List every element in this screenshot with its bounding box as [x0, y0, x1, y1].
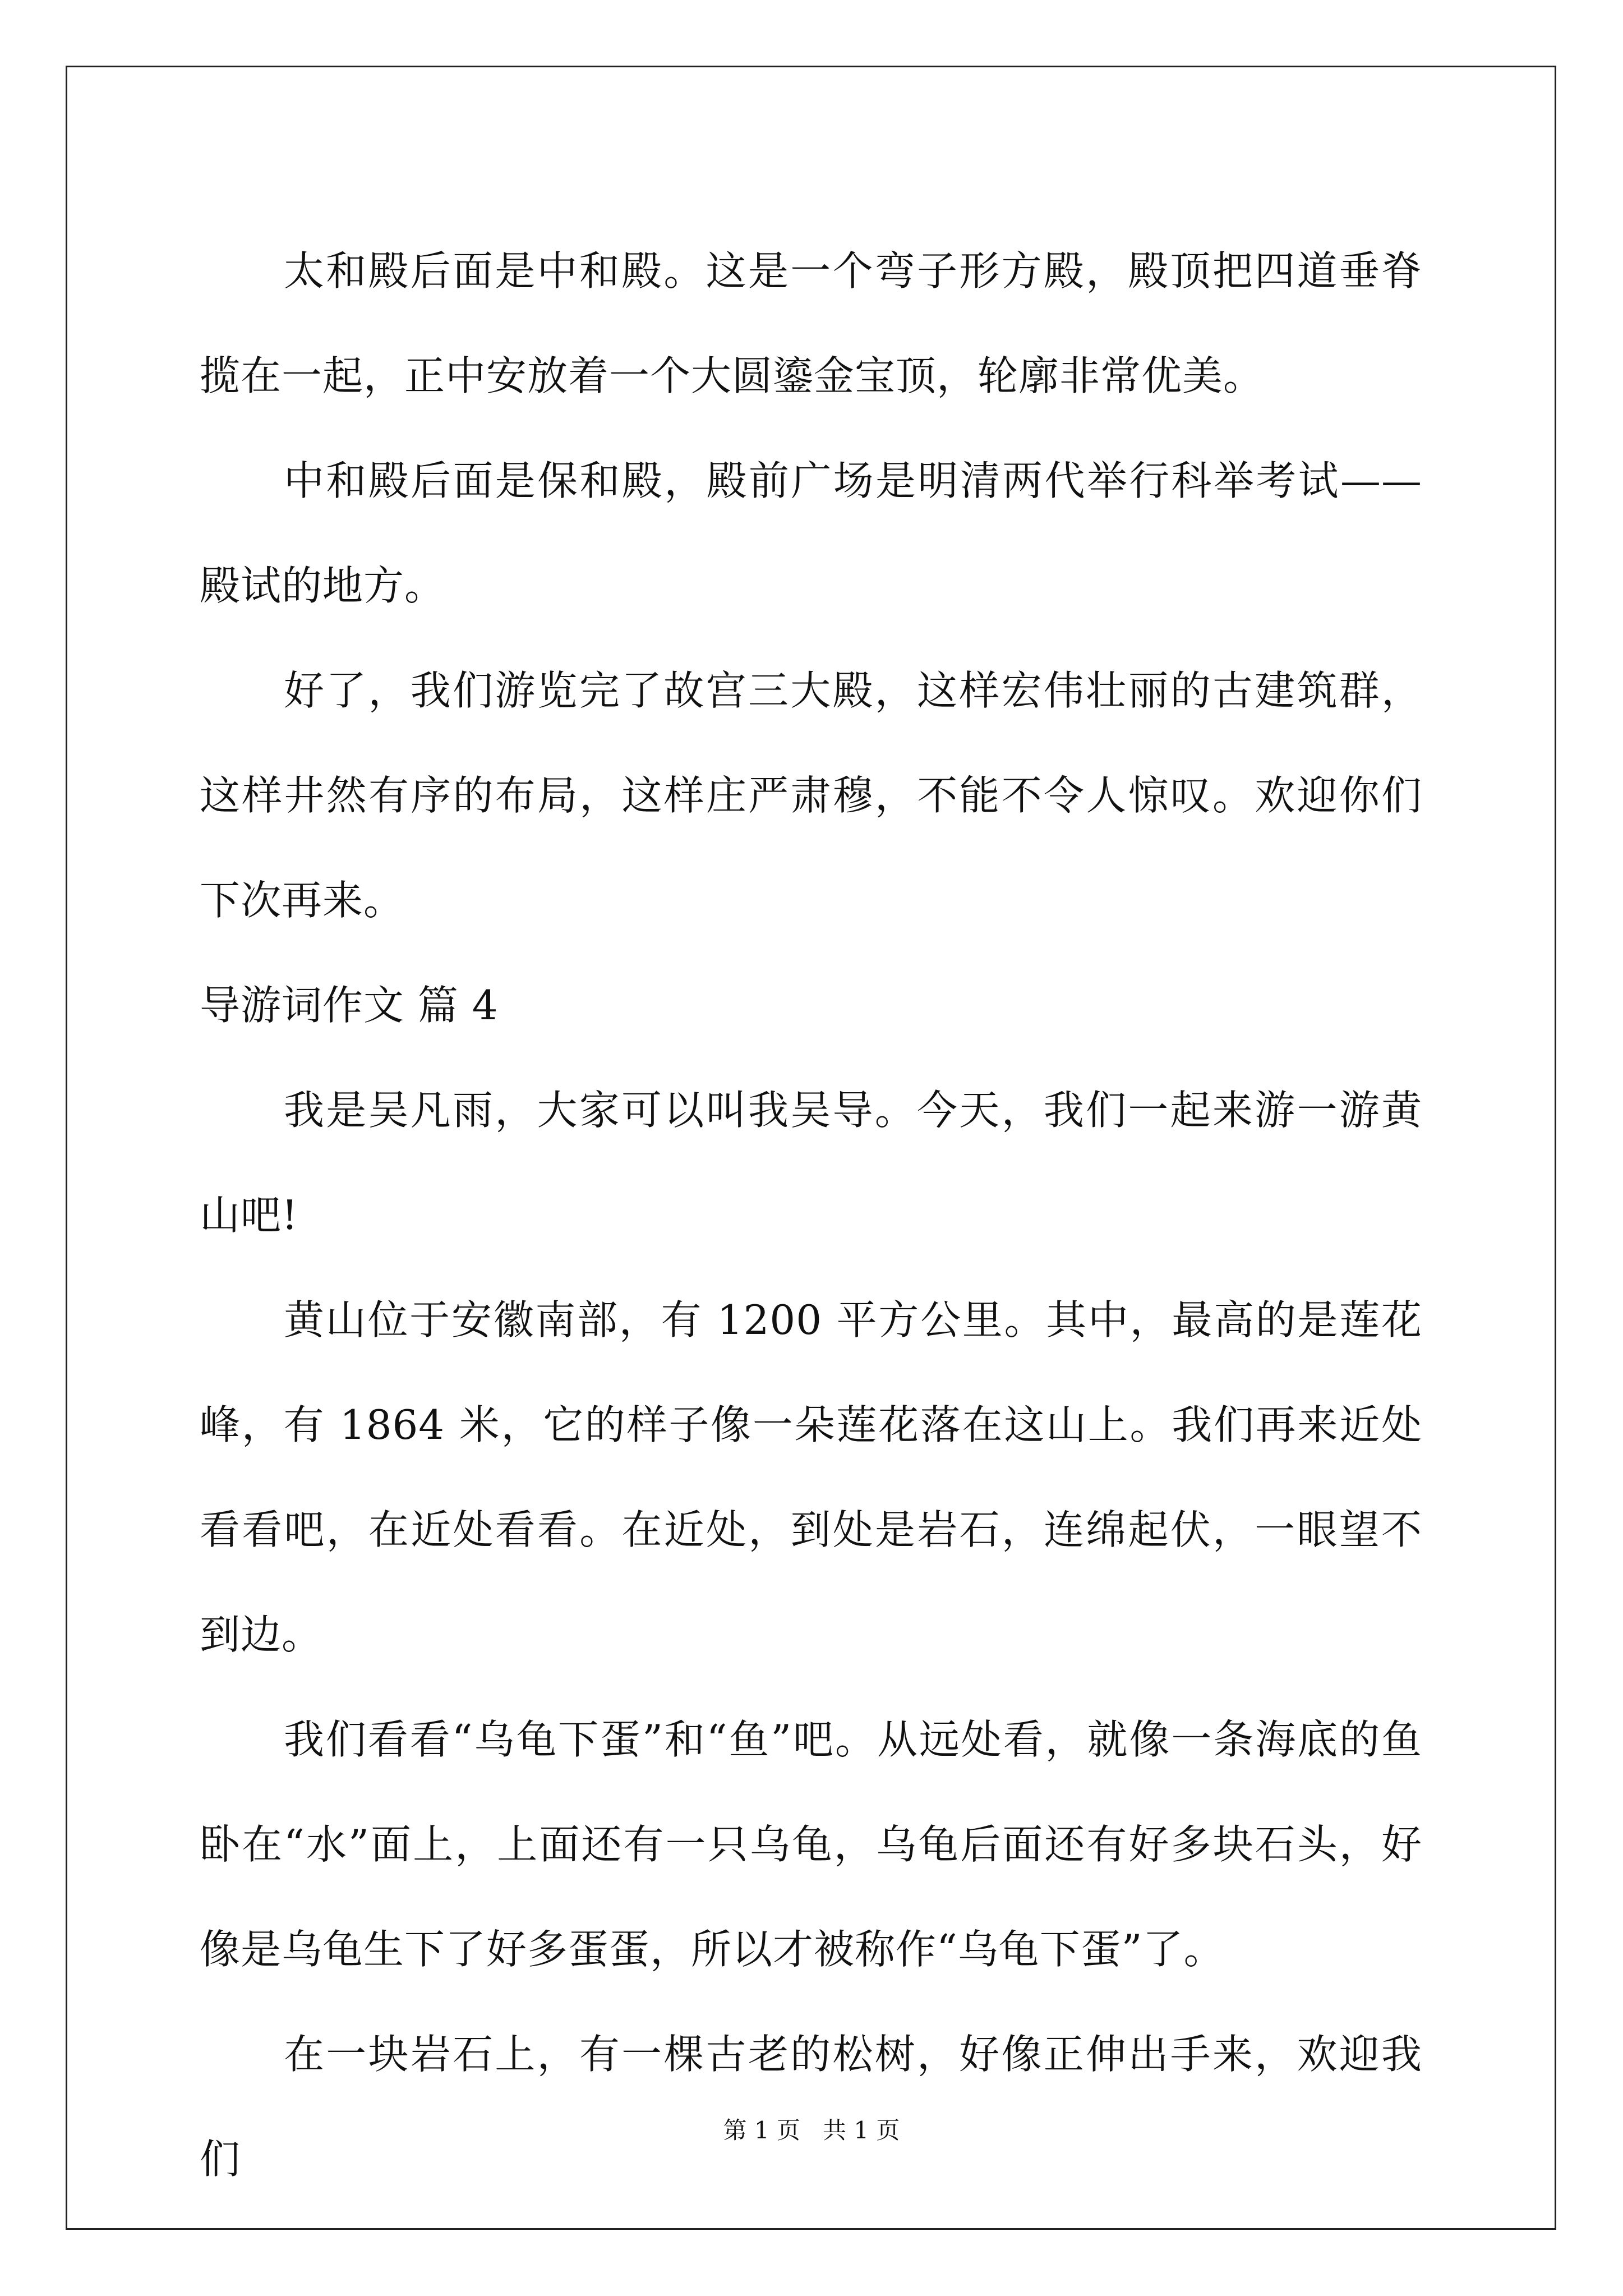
- paragraph: 我们看看“乌龟下蛋”和“鱼”吧。从远处看，就像一条海底的鱼卧在“水”面上，上面还有一只乌龟，乌龟后面还有好多块石头，好像是乌龟生下了好多蛋蛋，所以才被称作“乌龟下蛋”了。: [200, 1716, 1422, 1973]
- paragraph: 好了，我们游览完了故宫三大殿，这样宏伟壮丽的古建筑群，这样井然有序的布局，这样庄严肃穆，不能不令人惊叹。欢迎你们下次再来。: [200, 667, 1422, 924]
- paragraph: 我是吴凡雨，大家可以叫我吴导。今天，我们一起来游一游黄山吧!: [200, 1087, 1422, 1239]
- paragraph: 在一块岩石上，有一棵古老的松树，好像正伸出手来，欢迎我们: [200, 2031, 1422, 2183]
- paragraph: 黄山位于安徽南部，有 1200 平方公里。其中，最高的是莲花峰，有 1864 米，它的样子像一朵莲花落在这山上。我们再来近处看看吧，在近处看看。在近处，到处是岩石，连绵起伏，一眼望不到边。: [200, 1296, 1422, 1658]
- document-body: [200, 219, 1422, 2212]
- page-number: 第 1 页: [723, 2116, 800, 2144]
- page-total: 共 1 页: [823, 2116, 900, 2144]
- page-footer: [0, 2114, 1623, 2147]
- paragraph: 太和殿后面是中和殿。这是一个弯子形方殿，殿顶把四道垂脊揽在一起，正中安放着一个大圆鎏金宝顶，轮廓非常优美。: [200, 247, 1422, 399]
- section-heading: 导游词作文 篇 4: [200, 982, 499, 1029]
- paragraph: 中和殿后面是保和殿，殿前广场是明清两代举行科举考试——殿试的地方。: [200, 457, 1422, 609]
